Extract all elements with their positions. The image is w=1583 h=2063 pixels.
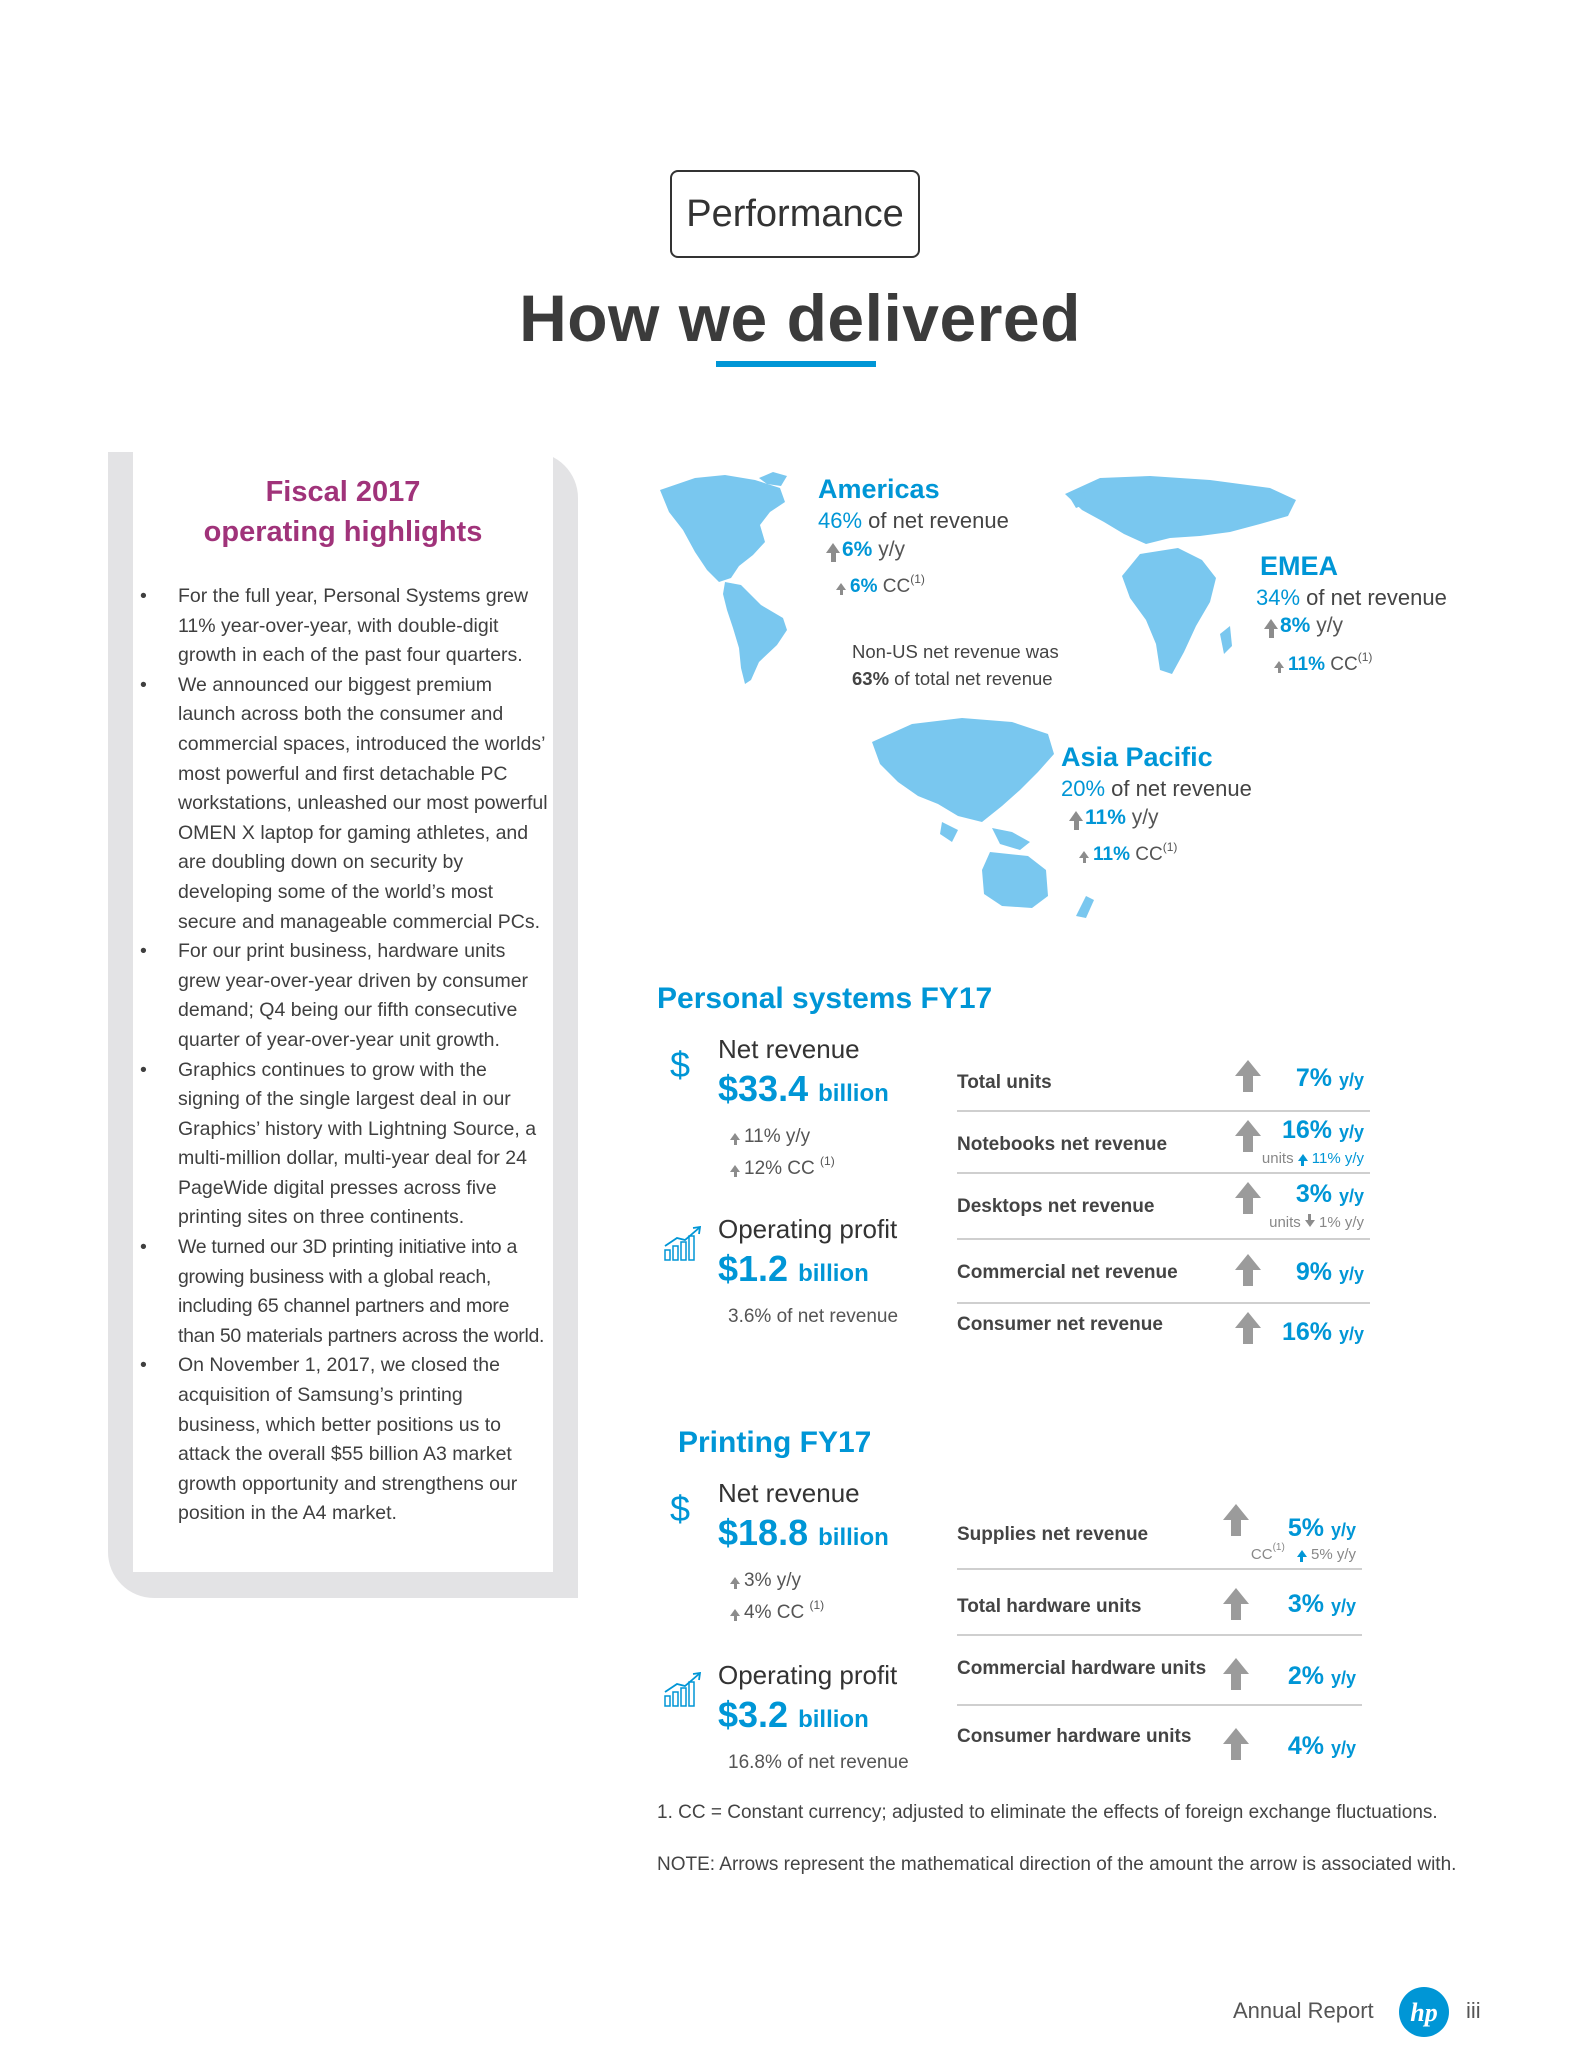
ps-net-revenue-value	[718, 1068, 889, 1110]
cc-footnote-ref: (1)	[1357, 650, 1373, 664]
americas-map	[655, 470, 835, 690]
value-unit: billion	[798, 1260, 869, 1287]
highlights-list	[140, 582, 550, 1529]
region-yy-apac	[1069, 806, 1159, 830]
arrow-up-icon	[1235, 1060, 1261, 1096]
arrow-up-icon	[1298, 1154, 1308, 1161]
highlights-title-line1: Fiscal 2017	[265, 476, 421, 508]
arrow-up-icon	[730, 1165, 740, 1172]
row-value	[1296, 1258, 1364, 1287]
row-value	[1282, 1116, 1364, 1145]
non-us-note	[852, 638, 1059, 692]
highlights-title	[133, 472, 553, 552]
row-value	[1288, 1662, 1356, 1691]
row-sub-note	[1251, 1542, 1356, 1563]
row-value-number: 4%	[1287, 1732, 1325, 1760]
list-item: • For our print business, hardware units grew year-over-year driven by consumer demand; Q4 being our fifth consecutive quarter of year-over-year unit growth.	[140, 937, 550, 1055]
row-value-unit: y/y	[1330, 1668, 1356, 1688]
arrow-up-icon	[1223, 1728, 1249, 1764]
footnote-arrows: NOTE: Arrows represent the mathematical direction of the amount the arrow is associated with.	[657, 1854, 1457, 1875]
arrow-up-icon	[730, 1577, 740, 1584]
table-row	[957, 1706, 1362, 1770]
arrow-up-icon	[730, 1133, 740, 1140]
row-label: Consumer hardware units	[957, 1726, 1192, 1747]
ps-op-profit-label: Operating profit	[718, 1214, 898, 1244]
footnote-cc: 1. CC = Constant currency; adjusted to eliminate the effects of foreign exchange fluctuations.	[657, 1802, 1438, 1823]
non-us-pct: 63%	[852, 668, 890, 689]
hp-logo-icon	[1398, 1986, 1450, 2038]
region-name-americas: Americas	[818, 474, 940, 504]
cc-footnote-ref: (1)	[820, 1154, 835, 1168]
arrow-up-icon	[1223, 1658, 1249, 1694]
ps-op-profit-value	[718, 1248, 869, 1290]
pr-op-profit-value	[718, 1694, 869, 1736]
row-value-number: 16%	[1281, 1318, 1333, 1346]
note-value: 5% y/y	[1310, 1546, 1356, 1563]
cc-unit: CC	[1330, 654, 1358, 675]
share-value: 46%	[818, 508, 863, 533]
cc-unit: CC	[882, 576, 911, 597]
arrow-down-icon	[1305, 1220, 1315, 1227]
table-row	[957, 1496, 1362, 1570]
share-value: 34%	[1256, 585, 1301, 610]
share-value: 20%	[1061, 776, 1106, 801]
row-label: Total units	[957, 1072, 1052, 1093]
region-yy-emea	[1264, 614, 1343, 638]
pr-net-revenue-label: Net revenue	[718, 1478, 860, 1508]
row-sub-note	[1269, 1214, 1364, 1231]
table-row	[957, 1240, 1370, 1304]
value-number: $1.2	[718, 1248, 789, 1289]
region-name-apac: Asia Pacific	[1061, 742, 1213, 772]
note-value: 1% y/y	[1318, 1214, 1364, 1231]
cc-footnote-ref: (1)	[910, 572, 925, 586]
arrow-up-icon	[1274, 661, 1284, 668]
row-label: Notebooks net revenue	[957, 1134, 1168, 1155]
share-text: of net revenue	[1306, 585, 1447, 610]
cc-text: 12% CC	[744, 1158, 815, 1179]
value-unit: billion	[818, 1524, 889, 1551]
region-cc-americas	[836, 572, 925, 598]
yy-value: 11%	[1085, 806, 1126, 829]
section-tag	[670, 170, 920, 258]
arrow-up-icon	[1079, 851, 1089, 858]
arrow-up-icon	[730, 1609, 740, 1616]
region-cc-apac	[1079, 840, 1177, 866]
highlights-title-line2: operating highlights	[203, 516, 483, 548]
pr-op-profit-label: Operating profit	[718, 1660, 898, 1690]
cc-footnote-ref: (1)	[1162, 840, 1178, 854]
region-cc-emea	[1274, 650, 1372, 676]
pr-op-profit-note: 16.8% of net revenue	[728, 1752, 909, 1773]
row-value	[1288, 1732, 1356, 1761]
ps-op-profit-note: 3.6% of net revenue	[728, 1306, 899, 1327]
row-value-unit: y/y	[1338, 1264, 1364, 1284]
arrow-up-icon	[1235, 1254, 1261, 1290]
row-value-number: 16%	[1281, 1116, 1333, 1144]
page-title: How we delivered	[519, 281, 1081, 355]
row-value-unit: y/y	[1338, 1324, 1364, 1344]
hp-logo-text: hp	[1410, 1998, 1438, 2027]
arrow-up-icon	[1235, 1182, 1261, 1218]
row-label: Desktops net revenue	[957, 1196, 1155, 1217]
arrow-up-icon	[826, 543, 840, 553]
row-value	[1288, 1514, 1356, 1543]
row-value-unit: y/y	[1338, 1070, 1364, 1090]
note-value: 11% y/y	[1311, 1150, 1364, 1167]
note-prefix: units	[1269, 1214, 1301, 1231]
row-value-number: 3%	[1295, 1180, 1333, 1208]
note-prefix: units	[1261, 1150, 1294, 1167]
list-item: • We announced our biggest premium launch across both the consumer and commercial spaces, introduced the worlds’ most powerful and first detachable PC workstations, unleashed our most powerful OMEN X laptop for gaming athletes, and are doubling down on security by developing some of the world’s most secure and manageable commercial PCs.	[140, 671, 550, 937]
row-label: Consumer net revenue	[957, 1314, 1163, 1335]
row-sub-note	[1262, 1150, 1364, 1167]
personal-systems-title: Personal systems FY17	[657, 982, 993, 1015]
share-text: of net revenue	[1111, 776, 1252, 801]
cc-footnote-ref: (1)	[809, 1598, 825, 1612]
page-number: iii	[1466, 1998, 1481, 2023]
pr-net-revenue-value	[718, 1512, 889, 1554]
yy-text: 3% y/y	[744, 1570, 802, 1591]
arrow-up-icon	[1223, 1588, 1249, 1624]
table-row	[957, 1050, 1370, 1112]
yy-unit: y/y	[1131, 806, 1159, 829]
arrow-up-icon	[1297, 1550, 1307, 1557]
cc-unit: CC	[1135, 844, 1163, 865]
yy-value: 8%	[1280, 614, 1311, 637]
value-unit: billion	[798, 1706, 869, 1733]
region-name-emea: EMEA	[1260, 551, 1339, 581]
non-us-line1: Non-US net revenue was	[852, 641, 1059, 662]
hp-logo	[1398, 1986, 1450, 2038]
table-row	[957, 1112, 1370, 1174]
pr-net-revenue-cc	[730, 1598, 824, 1624]
bar-growth-icon	[663, 1226, 703, 1262]
region-share-emea	[1256, 585, 1447, 611]
cc-value: 6%	[850, 576, 878, 597]
arrow-up-icon	[1235, 1120, 1261, 1156]
row-label: Commercial net revenue	[957, 1262, 1178, 1283]
row-value-unit: y/y	[1330, 1596, 1356, 1616]
ps-net-revenue-cc	[730, 1154, 835, 1180]
title-underline	[716, 361, 876, 367]
row-label: Supplies net revenue	[957, 1524, 1149, 1545]
row-value-unit: y/y	[1330, 1520, 1356, 1540]
table-row	[957, 1174, 1370, 1240]
region-share-apac	[1061, 776, 1252, 802]
cc-text: 4% CC	[744, 1602, 805, 1623]
value-number: $3.2	[718, 1694, 789, 1735]
list-item: • On November 1, 2017, we closed the acquisition of Samsung’s printing business, which better positions us to attack the overall $55 billion A3 market growth opportunity and strengthens our position in the A4 market.	[140, 1351, 550, 1529]
yy-value: 6%	[842, 538, 873, 561]
row-value-number: 2%	[1287, 1662, 1325, 1690]
arrow-up-icon	[836, 583, 846, 590]
row-value-unit: y/y	[1330, 1738, 1356, 1758]
note-prefix: CC	[1250, 1546, 1273, 1563]
pr-net-revenue-yy	[730, 1570, 801, 1592]
row-label: Total hardware units	[957, 1596, 1142, 1617]
dollar-icon: $	[670, 1488, 691, 1529]
arrow-up-icon	[1264, 619, 1278, 629]
cc-value: 11%	[1093, 844, 1130, 865]
ps-net-revenue-label: Net revenue	[718, 1034, 860, 1064]
row-label: Commercial hardware units	[957, 1658, 1207, 1679]
section-tag-label: Performance	[686, 192, 904, 235]
row-value-number: 7%	[1295, 1064, 1333, 1092]
value-number: $33.4	[718, 1068, 809, 1109]
arrow-up-icon	[1223, 1504, 1249, 1540]
share-text: of net revenue	[868, 508, 1009, 533]
yy-unit: y/y	[878, 538, 906, 561]
list-item: • For the full year, Personal Systems grew 11% year-over-year, with double-digit growth in each of the past four quarters.	[140, 582, 550, 671]
list-item: • We turned our 3D printing initiative into a growing business with a global reach, including 65 channel partners and more than 50 materials partners across the world.	[140, 1233, 550, 1351]
ps-net-revenue-yy	[730, 1126, 810, 1148]
non-us-line2: of total net revenue	[894, 668, 1053, 689]
cc-value: 11%	[1288, 654, 1325, 675]
row-value	[1282, 1318, 1364, 1347]
value-unit: billion	[818, 1080, 889, 1107]
row-value-unit: y/y	[1338, 1122, 1364, 1142]
table-row	[957, 1570, 1362, 1636]
value-number: $18.8	[718, 1512, 809, 1553]
row-value-number: 3%	[1287, 1590, 1325, 1618]
region-share-americas	[818, 508, 1009, 534]
printing-title: Printing FY17	[678, 1426, 872, 1459]
list-item: • Graphics continues to grow with the signing of the single largest deal in our Graphics’ history with Lightning Source, a multi-million dollar, multi-year deal for 24 PageWide digital presses across five printing sites on three continents.	[140, 1056, 550, 1234]
footer-label: Annual Report	[1233, 1998, 1374, 2023]
yy-text: 11% y/y	[744, 1126, 811, 1147]
region-yy-americas	[826, 538, 905, 562]
row-value	[1288, 1590, 1356, 1619]
row-value-number: 9%	[1295, 1258, 1333, 1286]
row-value-unit: y/y	[1338, 1186, 1364, 1206]
note-footnote-ref: (1)	[1272, 1542, 1285, 1553]
arrow-up-icon	[1235, 1312, 1261, 1348]
table-row	[957, 1304, 1370, 1364]
table-row	[957, 1636, 1362, 1706]
row-value-number: 5%	[1287, 1514, 1325, 1542]
arrow-up-icon	[1069, 811, 1083, 821]
row-value	[1296, 1064, 1364, 1093]
row-value	[1296, 1180, 1364, 1209]
bar-growth-icon	[663, 1672, 703, 1708]
dollar-icon: $	[670, 1044, 691, 1085]
yy-unit: y/y	[1316, 614, 1344, 637]
